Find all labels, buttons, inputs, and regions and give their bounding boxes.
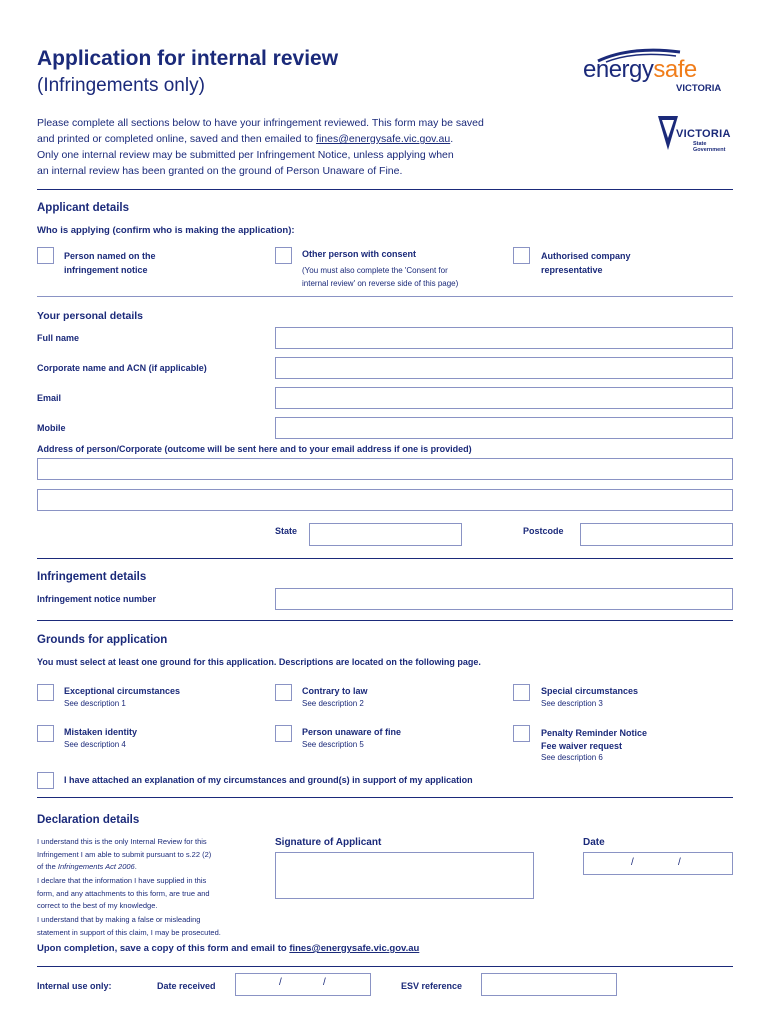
energysafe-logo: energysafe — [583, 56, 697, 83]
infringement-number-input[interactable] — [275, 588, 733, 610]
mobile-label: Mobile — [37, 423, 66, 433]
divider — [37, 189, 733, 190]
email-input[interactable] — [275, 387, 733, 409]
victoria-government-subtitle: State Government — [693, 141, 726, 153]
attached-explanation-label: I have attached an explanation of my circumstances and ground(s) in support of my application — [64, 775, 473, 785]
date-separator: / — [279, 977, 282, 988]
victoria-government-logo-icon — [658, 116, 678, 150]
esv-reference-input[interactable] — [481, 973, 617, 996]
date-received-label: Date received — [157, 981, 216, 991]
intro-line-3: Only one internal review may be submitted per Infringement Notice, unless applying when — [37, 149, 454, 161]
page-subtitle: (Infringements only) — [37, 75, 205, 96]
page-title: Application for internal review — [37, 47, 339, 70]
completion-instruction: Upon completion, save a copy of this form and email to fines@energysafe.vic.gov.au — [37, 943, 420, 954]
postcode-input[interactable] — [580, 523, 733, 546]
grounds-heading: Grounds for application — [37, 634, 168, 646]
special-label: Special circumstances — [541, 686, 639, 696]
applicant-heading: Applicant details — [37, 202, 130, 214]
exceptional-checkbox[interactable] — [37, 684, 54, 701]
person-named-label: Person named on the infringement notice — [64, 251, 156, 275]
date-received-input[interactable] — [235, 973, 371, 996]
other-person-label: Other person with consent — [302, 249, 417, 259]
unaware-fine-checkbox[interactable] — [275, 725, 292, 742]
declaration-paragraph-1: I understand this is the only Internal Review for this Infringement I am able to submit pursuant to s.22 (2) of the Infringements Act 2006. — [37, 837, 212, 871]
corporate-label: Corporate name and ACN (if applicable) — [37, 363, 207, 373]
energysafe-logo-victoria: VICTORIA — [676, 83, 722, 94]
mistaken-identity-desc: See description 4 — [64, 740, 126, 749]
divider — [37, 966, 733, 967]
intro-email-link[interactable]: fines@energysafe.vic.gov.au — [316, 133, 451, 145]
declaration-heading: Declaration details — [37, 814, 140, 826]
unaware-fine-label: Person unaware of fine — [302, 727, 402, 737]
exceptional-label: Exceptional circumstances — [64, 686, 181, 696]
mistaken-identity-label: Mistaken identity — [64, 727, 138, 737]
person-named-checkbox[interactable] — [37, 247, 54, 264]
mistaken-identity-checkbox[interactable] — [37, 725, 54, 742]
penalty-reminder-checkbox[interactable] — [513, 725, 530, 742]
date-label: Date — [583, 837, 605, 848]
mobile-input[interactable] — [275, 417, 733, 439]
other-person-checkbox[interactable] — [275, 247, 292, 264]
address-line-2-input[interactable] — [37, 489, 733, 511]
exceptional-desc: See description 1 — [64, 699, 126, 708]
state-label: State — [275, 526, 298, 536]
applicant-question: Who is applying (confirm who is making the application): — [37, 225, 295, 236]
declaration-paragraph-2: I declare that the information I have supplied in this form, and any attachments to this form, are true and correct to the best of my knowledge. — [37, 876, 210, 910]
personal-heading: Your personal details — [37, 310, 143, 322]
contrary-law-label: Contrary to law — [302, 686, 368, 696]
full-name-input[interactable] — [275, 327, 733, 349]
date-separator: / — [631, 857, 634, 868]
internal-use-label: Internal use only: — [37, 981, 112, 991]
completion-email-link[interactable]: fines@energysafe.vic.gov.au — [289, 943, 420, 954]
date-input[interactable] — [583, 852, 733, 875]
signature-input[interactable] — [275, 852, 534, 899]
penalty-reminder-desc: See description 6 — [541, 753, 603, 762]
address-line-1-input[interactable] — [37, 458, 733, 480]
divider — [37, 620, 733, 621]
penalty-reminder-label: Penalty Reminder Notice Fee waiver request — [541, 728, 648, 751]
state-input[interactable] — [309, 523, 462, 546]
infringement-heading: Infringement details — [37, 571, 147, 583]
contrary-law-desc: See description 2 — [302, 699, 364, 708]
full-name-label: Full name — [37, 333, 80, 343]
attached-explanation-checkbox[interactable] — [37, 772, 54, 789]
date-separator: / — [678, 857, 681, 868]
grounds-instruction: You must select at least one ground for this application. Descriptions are located on the following page. — [37, 657, 481, 667]
unaware-fine-desc: See description 5 — [302, 740, 364, 749]
contrary-law-checkbox[interactable] — [275, 684, 292, 701]
date-separator: / — [323, 977, 326, 988]
esv-reference-label: ESV reference — [401, 981, 463, 991]
other-person-note: (You must also complete the 'Consent for internal review' on reverse side of this page) — [302, 266, 459, 288]
special-desc: See description 3 — [541, 699, 603, 708]
authorised-company-label: Authorised company representative — [541, 251, 631, 275]
special-checkbox[interactable] — [513, 684, 530, 701]
intro-line-1: Please complete all sections below to have your infringement reviewed. This form may be saved — [37, 117, 484, 129]
postcode-label: Postcode — [523, 526, 564, 536]
infringement-number-label: Infringement notice number — [37, 594, 157, 604]
divider — [37, 296, 733, 297]
declaration-paragraph-3: I understand that by making a false or misleading statement in support of this claim, I may be prosecuted. — [37, 915, 221, 937]
intro-line-2: and printed or completed online, saved and then emailed to fines@energysafe.vic.gov.au. — [37, 133, 454, 145]
email-label: Email — [37, 393, 62, 403]
signature-label: Signature of Applicant — [275, 837, 382, 848]
intro-line-4: an internal review has been granted on the ground of Person Unaware of Fine. — [37, 165, 403, 177]
address-label: Address of person/Corporate (outcome will be sent here and to your email address if one is provided) — [37, 444, 472, 454]
authorised-company-checkbox[interactable] — [513, 247, 530, 264]
corporate-input[interactable] — [275, 357, 733, 379]
divider — [37, 797, 733, 798]
divider — [37, 558, 733, 559]
victoria-government-logo: VICTORIA — [676, 128, 731, 140]
